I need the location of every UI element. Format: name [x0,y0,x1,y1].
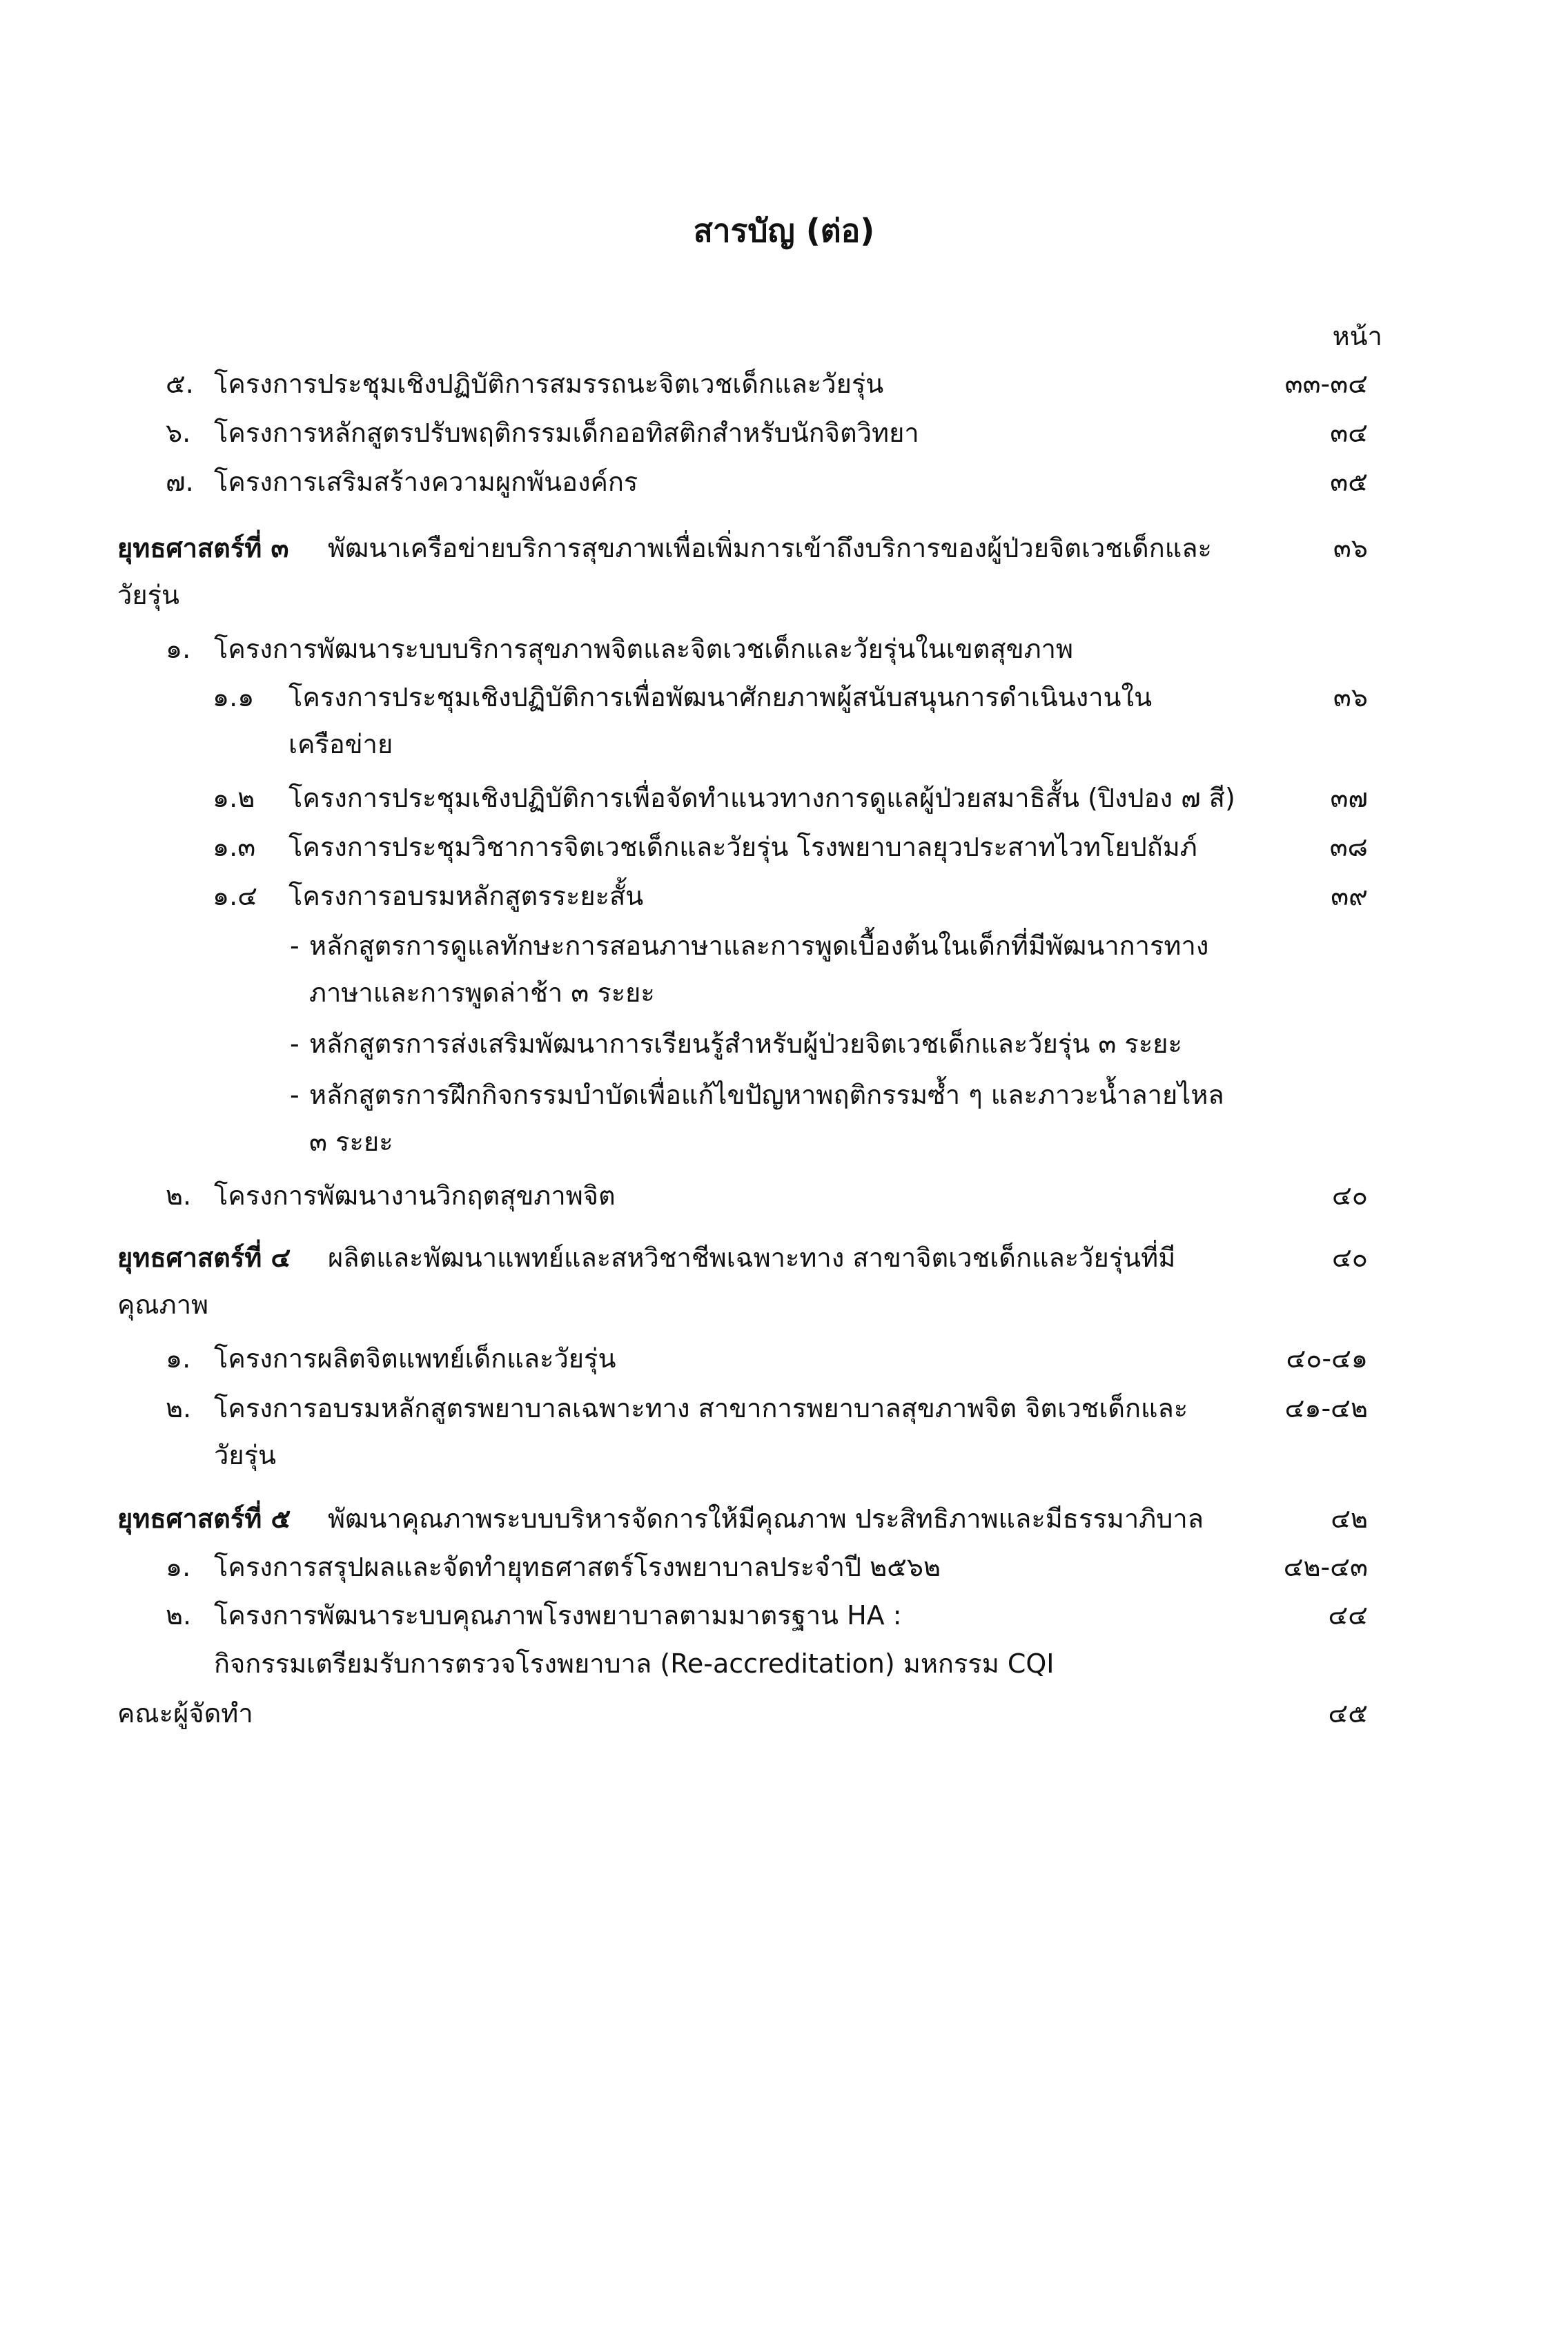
toc-page-number: ๔๐ [1332,1180,1368,1211]
toc-row-cont [0,1434,1568,1476]
course-item-cont [0,1121,1568,1162]
strategy-text: ผลิตและพัฒนาแพทย์และสหวิชาชีพเฉพาะทาง สาขาจิตเวชเด็กและวัยรุ่นที่มี [328,1243,1176,1273]
toc-row-cont [0,1643,1568,1684]
toc-number: ๗. [166,467,194,497]
course-item-cont [0,972,1568,1013]
bullet-dash: - [290,1080,300,1110]
strategy-4-heading[interactable] [0,1237,1568,1278]
toc-number: ๒. [166,1180,192,1211]
toc-page-number: ๓๓-๓๔ [1284,369,1368,399]
toc-entry-text: โครงการพัฒนาระบบคุณภาพโรงพยาบาลตามมาตรฐาน HA : [214,1600,902,1631]
strategy-text-cont: คุณภาพ [117,1289,209,1320]
toc-row[interactable] [0,1595,1568,1636]
toc-page-number: ๓๖ [1333,533,1368,563]
course-text: หลักสูตรการฝึกกิจกรรมบำบัดเพื่อแก้ไขปัญหาพฤติกรรมซ้ำ ๆ และภาวะน้ำลายไหล [309,1080,1224,1110]
toc-entry-text: โครงการประชุมวิชาการจิตเวชเด็กและวัยรุ่น โรงพยาบาลยุวประสาทไวทโยปถัมภ์ [288,832,1197,862]
strategy-text-cont: วัยรุ่น [117,580,179,610]
course-item[interactable] [0,1074,1568,1116]
toc-entry-text: โครงการอบรมหลักสูตรระยะสั้น [288,881,644,911]
toc-entry-text: โครงการสรุปผลและจัดทำยุทธศาสตร์โรงพยาบาลประจำปี ๒๕๖๒ [214,1552,941,1582]
strategy-3-heading[interactable] [0,527,1568,569]
toc-number: ๕. [166,369,194,399]
toc-page-number: ๔๒ [1331,1503,1368,1534]
page-title: สารบัญ (ต่อ) [693,212,875,249]
toc-page-number: ๓๙ [1331,881,1368,911]
toc-page-number: ๓๖ [1333,682,1368,712]
bullet-dash: - [290,931,300,961]
toc-number: ๑.๔ [213,881,257,911]
course-text-cont: ๓ ระยะ [309,1127,393,1157]
toc-entry-text-cont: วัยรุ่น [214,1440,276,1470]
toc-entry-text: โครงการหลักสูตรปรับพฤติกรรมเด็กออทิสติกสำหรับนักจิตวิทยา [214,418,919,448]
toc-row[interactable] [0,1388,1568,1429]
toc-row[interactable] [0,461,1568,503]
toc-row[interactable] [0,628,1568,670]
toc-row[interactable] [0,412,1568,454]
toc-page-number: ๔๐-๔๑ [1286,1343,1368,1374]
toc-number: ๖. [166,418,191,448]
credits-row[interactable] [0,1693,1568,1734]
toc-page-number: ๓๗ [1330,783,1368,813]
page-column-header: หน้า [1332,321,1382,351]
toc-subrow[interactable] [0,826,1568,868]
course-item[interactable] [0,1023,1568,1064]
bullet-dash: - [290,1029,300,1059]
toc-subrow-cont [0,723,1568,765]
toc-page-number: ๔๔ [1328,1600,1368,1631]
strategy-label: ยุทธศาสตร์ที่ ๕ [117,1503,291,1534]
toc-entry-text: โครงการผลิตจิตแพทย์เด็กและวัยรุ่น [214,1343,616,1374]
toc-page-number: ๓๕ [1330,467,1368,497]
toc-number: ๒. [166,1393,192,1423]
toc-number: ๑.๑ [213,682,255,712]
toc-number: ๑. [166,1343,191,1374]
toc-entry-text: โครงการประชุมเชิงปฏิบัติการเพื่อจัดทำแนวทางการดูแลผู้ป่วยสมาธิสั้น (ปิงปอง ๗ สี) [288,783,1235,813]
strategy-label: ยุทธศาสตร์ที่ ๔ [117,1243,291,1273]
toc-page-number: ๓๘ [1329,832,1368,862]
toc-number: ๑.๓ [213,832,256,862]
strategy-text: พัฒนาเครือข่ายบริการสุขภาพเพื่อเพิ่มการเข้าถึงบริการของผู้ป่วยจิตเวชเด็กและ [328,533,1212,563]
toc-entry-text-cont: เครือข่าย [288,729,393,759]
toc-page-number: ๔๐ [1332,1243,1368,1273]
toc-entry-text: โครงการพัฒนางานวิกฤตสุขภาพจิต [214,1180,616,1211]
course-text-cont: ภาษาและการพูดล่าช้า ๓ ระยะ [309,977,655,1008]
toc-entry-text-cont: กิจกรรมเตรียมรับการตรวจโรงพยาบาล (Re-accreditation) มหกรรม CQI [214,1648,1055,1679]
toc-subrow[interactable] [0,677,1568,718]
toc-row[interactable] [0,1175,1568,1216]
toc-page-number: ๔๒-๔๓ [1283,1552,1368,1582]
strategy-text: พัฒนาคุณภาพระบบบริหารจัดการให้มีคุณภาพ ประสิทธิภาพและมีธรรมาภิบาล [328,1503,1204,1534]
toc-page-number: ๓๔ [1330,418,1368,448]
toc-subrow[interactable] [0,875,1568,917]
toc-subrow[interactable] [0,777,1568,819]
toc-page-number: ๔๕ [1328,1698,1368,1729]
toc-row[interactable] [0,1546,1568,1588]
credits-text: คณะผู้จัดทำ [117,1698,253,1729]
strategy-3-heading-cont [0,574,1568,616]
toc-number: ๑.๒ [213,783,255,813]
toc-entry-text: โครงการพัฒนาระบบบริการสุขภาพจิตและจิตเวชเด็กและวัยรุ่นในเขตสุขภาพ [214,634,1074,664]
toc-number: ๑. [166,634,191,664]
toc-page-number: ๔๑-๔๒ [1284,1393,1368,1423]
toc-row[interactable] [0,1338,1568,1379]
toc-entry-text: โครงการอบรมหลักสูตรพยาบาลเฉพาะทาง สาขาการพยาบาลสุขภาพจิต จิตเวชเด็กและ [214,1393,1188,1423]
strategy-5-heading[interactable] [0,1498,1568,1539]
course-text: หลักสูตรการส่งเสริมพัฒนาการเรียนรู้สำหรับผู้ป่วยจิตเวชเด็กและวัยรุ่น ๓ ระยะ [309,1029,1182,1059]
toc-entry-text: โครงการประชุมเชิงปฏิบัติการสมรรถนะจิตเวชเด็กและวัยรุ่น [214,369,884,399]
strategy-4-heading-cont [0,1284,1568,1325]
toc-entry-text: โครงการประชุมเชิงปฏิบัติการเพื่อพัฒนาศักยภาพผู้สนับสนุนการดำเนินงานใน [288,682,1153,712]
course-text: หลักสูตรการดูแลทักษะการสอนภาษาและการพูดเบื้องต้นในเด็กที่มีพัฒนาการทาง [309,931,1209,961]
toc-entry-text: โครงการเสริมสร้างความผูกพันองค์กร [214,467,638,497]
toc-number: ๑. [166,1552,191,1582]
strategy-label: ยุทธศาสตร์ที่ ๓ [117,533,289,563]
course-item[interactable] [0,925,1568,966]
toc-number: ๒. [166,1600,192,1631]
toc-row[interactable] [0,363,1568,405]
